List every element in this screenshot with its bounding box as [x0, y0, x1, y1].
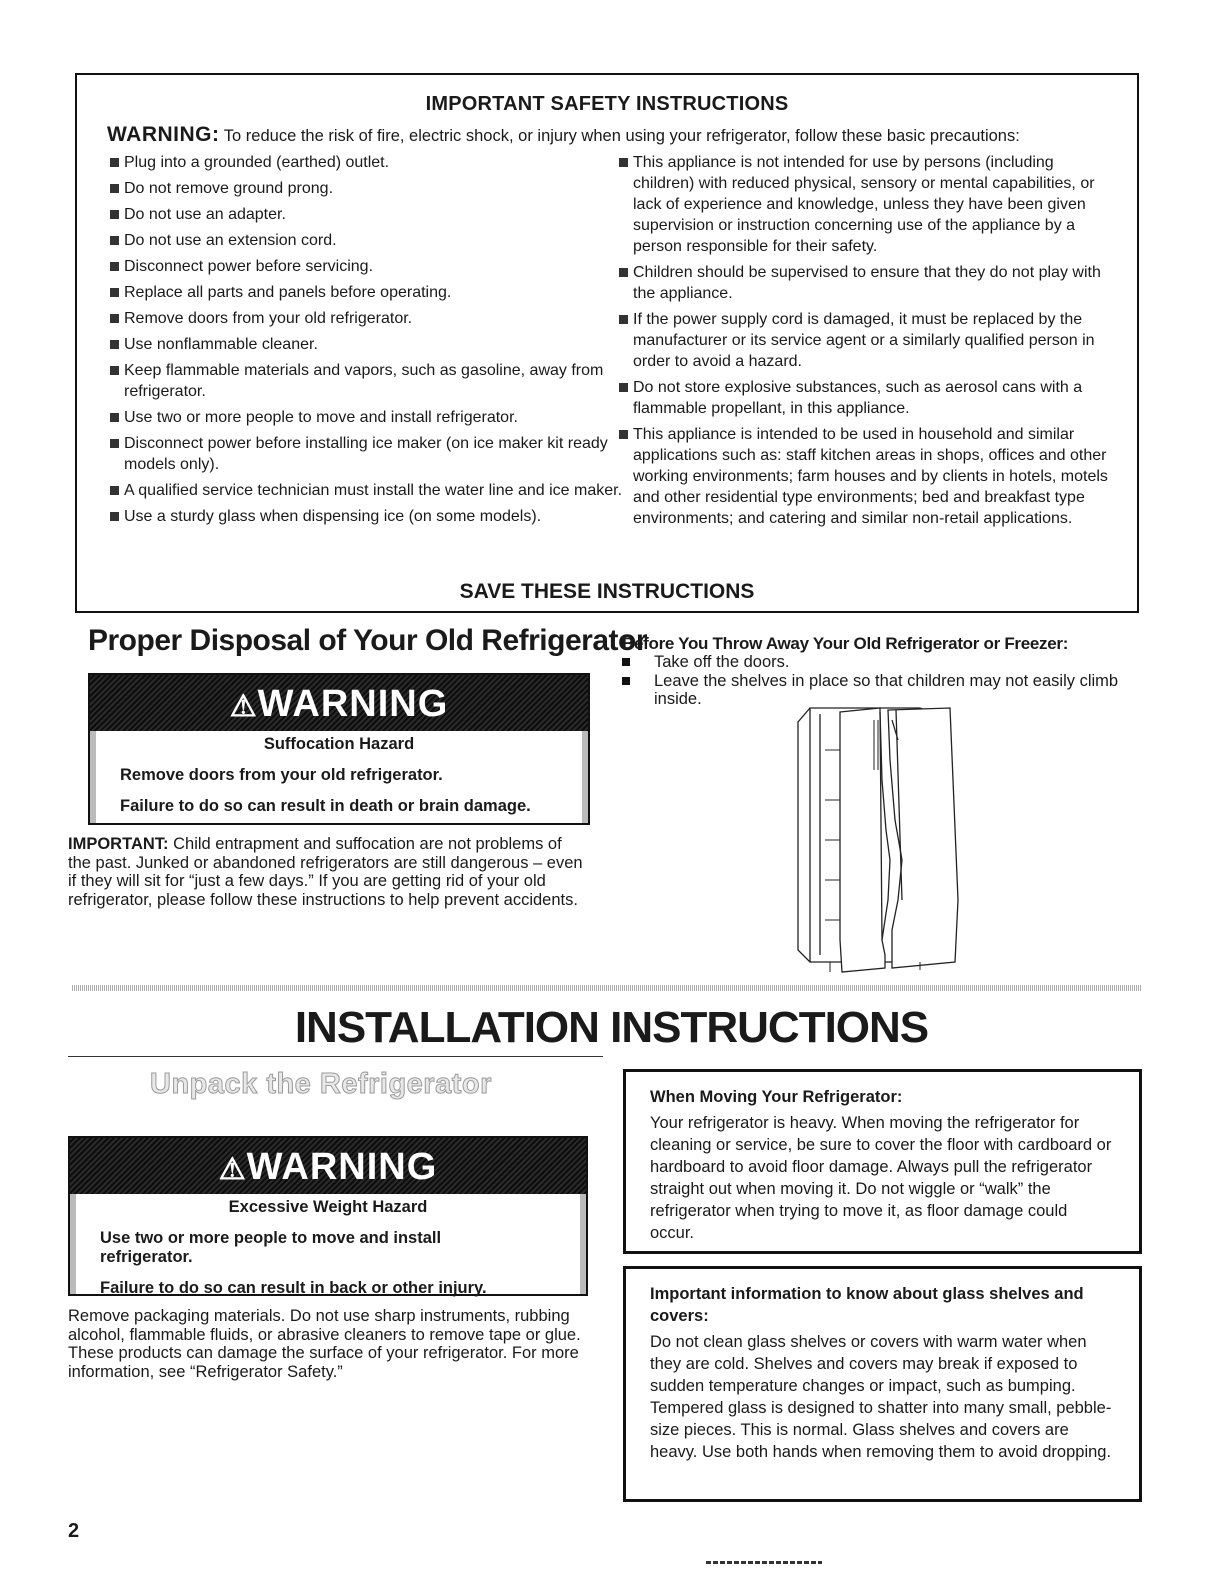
glass-text: Do not clean glass shelves or covers with warm water when they are cold. Shelves and covers may break if exposed to sudden temperature changes or impact, such as bumping. Tempered glass is designed to shatter into many small, pebble-size pieces. This is normal. Glass shelves and covers are heavy. Use both hands when removing them to avoid dropping.	[650, 1333, 1112, 1461]
glass-shelves-box	[623, 1266, 1142, 1502]
safety-list-item: If the power supply cord is damaged, it must be replaced by the manufacturer or its service agent or a similarly qualified person in order to avoid a hazard.	[619, 309, 1119, 372]
warning-triangle-icon: ⚠	[218, 1153, 247, 1186]
unpack-title: Unpack the Refrigerator	[150, 1068, 492, 1100]
safety-list-item: A qualified service technician must install the water line and ice maker.	[110, 480, 630, 501]
page-number: 2	[68, 1520, 80, 1542]
safety-list-item: Use two or more people to move and install refrigerator.	[110, 407, 630, 428]
warning-banner-text: WARNING	[257, 683, 449, 725]
remove-packaging-paragraph: Remove packaging materials. Do not use sharp instruments, rubbing alcohol, flammable fluids, or abrasive cleaners to remove tape or glue. These products can damage the surface of your refrigerator. For more information, see “Refrigerator Safety.”	[68, 1307, 581, 1381]
before-list-item: Take off the doors.	[622, 653, 1122, 671]
before-list-item: Leave the shelves in place so that children may not easily climb inside.	[622, 672, 1122, 708]
safety-list-item: This appliance is not intended for use by persons (including children) with reduced physical, sensory or mental capabilities, or lack of experience and knowledge, unless they have been given supervision or instruction concerning use of the appliance by a person responsible for their safety.	[619, 152, 1119, 257]
hazard-title: Suffocation Hazard	[263, 735, 415, 753]
safety-list-item: Disconnect power before servicing.	[110, 256, 630, 277]
safety-list-item: Plug into a grounded (earthed) outlet.	[110, 152, 630, 173]
moving-title: When Moving Your Refrigerator:	[650, 1088, 903, 1106]
warning-body	[90, 735, 588, 816]
warning-triangle-icon: ⚠	[229, 690, 258, 723]
warning-line-1: Remove doors from your old refrigerator.	[120, 766, 443, 784]
hazard-title: Excessive Weight Hazard	[228, 1198, 428, 1216]
warning-line-2: Failure to do so can result in back or other injury.	[100, 1279, 487, 1297]
warning-line-2: Failure to do so can result in death or brain damage.	[120, 797, 531, 815]
warning-label: WARNING:	[107, 123, 220, 146]
warning-text: To reduce the risk of fire, electric shock, or injury when using your refrigerator, follow these basic precautions:	[219, 127, 1020, 145]
save-instructions-title: SAVE THESE INSTRUCTIONS	[459, 580, 755, 603]
safety-list-item: Disconnect power before installing ice maker (on ice maker kit ready models only).	[110, 433, 630, 475]
safety-list-item: Children should be supervised to ensure that they do not play with the appliance.	[619, 262, 1119, 304]
important-text: Child entrapment and suffocation are not problems of the past. Junked or abandoned refrigerators are still dangerous – even if they will sit for “just a few days.” If you are getting rid of your old refrigerator, please follow these instructions to help prevent accidents.	[68, 835, 583, 909]
safety-list-item: Replace all parts and panels before operating.	[110, 282, 630, 303]
important-label: IMPORTANT:	[68, 835, 169, 853]
warning-banner	[70, 1138, 586, 1194]
safety-left-list	[110, 152, 630, 532]
safety-list-item: Use a sturdy glass when dispensing ice (on some models).	[110, 506, 630, 527]
warning-line-1: Use two or more people to move and install refrigerator.	[100, 1229, 442, 1266]
warning-banner-text: WARNING	[246, 1146, 438, 1188]
important-paragraph	[68, 835, 588, 909]
moving-refrigerator-box	[623, 1069, 1142, 1254]
refrigerator-doors-off-illustration	[790, 700, 980, 975]
section-divider	[72, 985, 1142, 991]
scan-artifact	[706, 1561, 822, 1564]
safety-list-item: This appliance is intended to be used in household and similar applications such as: staff kitchen areas in shops, offices and other working environments; farm houses and by clients in hotels, motels and other residential type environments; bed and breakfast type environments; and catering and similar non-retail applications.	[619, 424, 1119, 529]
safety-warning	[107, 123, 1020, 147]
safety-instructions-box	[75, 73, 1139, 613]
moving-text: Your refrigerator is heavy. When moving the refrigerator for cleaning or service, be sure to cover the floor with cardboard or hardboard to avoid floor damage. Always pull the refrigerator straight out when moving it. Do not wiggle or “walk” the refrigerator when trying to move it, as floor damage could occur.	[650, 1114, 1112, 1242]
safety-title: IMPORTANT SAFETY INSTRUCTIONS	[425, 93, 789, 115]
safety-list-item: Do not use an adapter.	[110, 204, 630, 225]
weight-warning-box	[68, 1136, 588, 1296]
warning-banner	[90, 675, 588, 731]
installation-rule	[68, 1056, 603, 1057]
safety-right-list	[619, 152, 1119, 534]
suffocation-warning-box	[88, 673, 590, 825]
safety-list-item: Do not store explosive substances, such as aerosol cans with a flammable propellant, in this appliance.	[619, 377, 1119, 419]
safety-list-item: Remove doors from your old refrigerator.	[110, 308, 630, 329]
warning-body	[70, 1198, 586, 1298]
safety-list-item: Use nonflammable cleaner.	[110, 334, 630, 355]
safety-list-item: Keep flammable materials and vapors, such as gasoline, away from refrigerator.	[110, 360, 630, 402]
glass-title: Important information to know about glass shelves and covers:	[650, 1285, 1084, 1325]
before-throw-away-title: Before You Throw Away Your Old Refrigerator or Freezer:	[622, 634, 1069, 653]
safety-list-item: Do not use an extension cord.	[110, 230, 630, 251]
installation-title: INSTALLATION INSTRUCTIONS	[294, 1003, 929, 1052]
safety-list-item: Do not remove ground prong.	[110, 178, 630, 199]
disposal-title: Proper Disposal of Your Old Refrigerator	[88, 624, 647, 657]
